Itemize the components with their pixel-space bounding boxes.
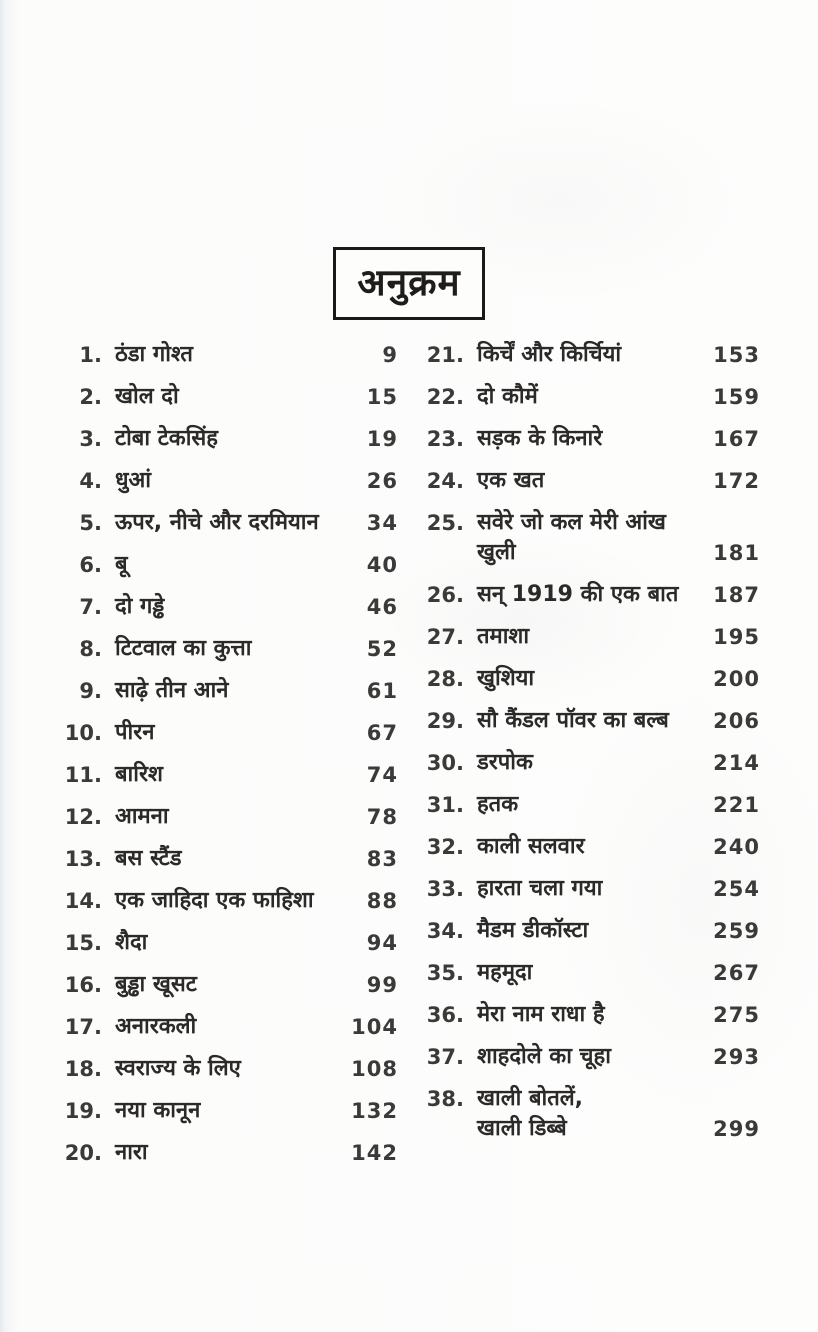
toc-entry-page: 74 [366, 763, 398, 787]
toc-entry-title [115, 1012, 345, 1042]
toc-entry-title [115, 1138, 345, 1168]
toc-entry [426, 382, 760, 412]
toc-entry-number: 23. [426, 427, 464, 451]
toc-entry [64, 550, 398, 580]
toc-entry [426, 340, 760, 370]
toc-entry [426, 580, 760, 610]
toc-entry-title [477, 958, 707, 988]
toc-entry [426, 622, 760, 652]
toc-entry-title-line1: हतक [477, 792, 519, 817]
toc-entry-page: 267 [713, 961, 760, 985]
toc-entry-title [115, 802, 346, 832]
toc-entry-number: 22. [426, 385, 464, 409]
toc-entry-number: 7. [79, 595, 102, 619]
toc-entry-title [115, 592, 346, 622]
toc-entry [426, 874, 760, 904]
toc-entry-title-line1: सौ कैंडल पॉवर का बल्ब [477, 708, 669, 733]
toc-entry [64, 1096, 398, 1126]
toc-entry-title-line1: महमूदा [477, 960, 533, 985]
toc-entry-number: 24. [426, 469, 464, 493]
toc-entry-title [115, 676, 346, 706]
toc-entry-title [477, 424, 707, 454]
toc-entry-title-line1: आमना [115, 804, 169, 829]
toc-entry-page: 187 [713, 583, 760, 607]
toc-entry [64, 886, 398, 916]
toc-entry-title-line1: काली सलवार [477, 834, 585, 859]
toc-entry-page: 172 [713, 469, 760, 493]
toc-entry-number: 3. [79, 427, 102, 451]
toc-entry-title-line1: दो कौमें [477, 384, 538, 409]
toc-title: अनुक्रम [357, 261, 461, 304]
toc-entry-number: 8. [79, 637, 102, 661]
toc-entry-page: 254 [713, 877, 760, 901]
toc-entry-title-line1: बू [115, 552, 128, 577]
toc-entry-page: 153 [713, 343, 760, 367]
toc-entry-page: 15 [366, 385, 398, 409]
toc-entry-page: 195 [713, 625, 760, 649]
toc-entry-page: 67 [366, 721, 398, 745]
toc-entry [64, 508, 398, 538]
toc-entry [64, 1138, 398, 1168]
toc-entry-page: 132 [351, 1099, 398, 1123]
toc-entry-title-line1: सड़क के किनारे [477, 426, 603, 451]
toc-entry-title-line1: बस स्टैंड [115, 846, 182, 871]
toc-entry-title-line1: डरपोक [477, 750, 533, 775]
toc-entry-title-line1: शैदा [115, 930, 148, 955]
toc-entry-page: 19 [366, 427, 398, 451]
toc-entry-title-line1: सन् 1919 की एक बात [477, 582, 679, 607]
toc-entry-page: 299 [713, 1117, 760, 1141]
toc-entry [426, 1000, 760, 1030]
toc-entry-title [115, 844, 346, 874]
toc-entry [426, 958, 760, 988]
toc-entry-title-line1: खुशिया [477, 666, 535, 691]
toc-entry [64, 928, 398, 958]
toc-entry-title-line1: तमाशा [477, 624, 530, 649]
toc-entry-title-line2: खुली [477, 540, 516, 565]
toc-entry-number: 33. [426, 877, 464, 901]
toc-column-left [64, 340, 398, 1180]
toc-entry-number: 35. [426, 961, 464, 985]
toc-entry-page: 221 [713, 793, 760, 817]
toc-entry-page: 275 [713, 1003, 760, 1027]
toc-entry-number: 38. [426, 1087, 464, 1111]
toc-entry-page: 167 [713, 427, 760, 451]
toc-entry-page: 99 [366, 973, 398, 997]
toc-entry-title-line1: हारता चला गया [477, 876, 603, 901]
toc-entry-title [115, 340, 346, 370]
toc-entry-number: 31. [426, 793, 464, 817]
toc-entry-title [477, 790, 707, 820]
toc-entry [426, 664, 760, 694]
toc-entry-title [477, 916, 707, 946]
toc-entry-title-line1: धुआं [115, 468, 152, 493]
toc-entry-title-line1: खाली बोतलें, [477, 1086, 584, 1111]
toc-entry [426, 748, 760, 778]
toc-entry [426, 1042, 760, 1072]
toc-entry-title [477, 1042, 707, 1072]
toc-entry-title-line2: खाली डिब्बे [477, 1116, 567, 1141]
toc-entry-title [115, 1096, 345, 1126]
toc-entry-number: 11. [64, 763, 102, 787]
toc-entry-number: 18. [64, 1057, 102, 1081]
toc-entry [64, 340, 398, 370]
toc-entry-number: 27. [426, 625, 464, 649]
toc-entry-title-line1: टोबा टेकसिंह [115, 426, 218, 451]
toc-entry-page: 52 [366, 637, 398, 661]
toc-entry-number: 32. [426, 835, 464, 859]
toc-entry-page: 40 [366, 553, 398, 577]
toc-entry-number: 16. [64, 973, 102, 997]
toc-entry-number: 14. [64, 889, 102, 913]
toc-entry-number: 9. [79, 679, 102, 703]
toc-entry-title [477, 832, 707, 862]
toc-entry-title [477, 508, 707, 568]
toc-entry-number: 17. [64, 1015, 102, 1039]
toc-entry [64, 592, 398, 622]
toc-entry [426, 832, 760, 862]
toc-entry-number: 19. [64, 1099, 102, 1123]
toc-entry-title [477, 874, 707, 904]
toc-entry-title-line1: साढ़े तीन आने [115, 678, 229, 703]
toc-entry-number: 26. [426, 583, 464, 607]
toc-entry-number: 29. [426, 709, 464, 733]
toc-entry-number: 6. [79, 553, 102, 577]
toc-entry-number: 25. [426, 511, 464, 535]
toc-entry-number: 12. [64, 805, 102, 829]
toc-entry-title [477, 664, 707, 694]
toc-entry [64, 760, 398, 790]
toc-entry [426, 1084, 760, 1144]
toc-entry [426, 466, 760, 496]
toc-entry-number: 4. [79, 469, 102, 493]
toc-entry-title [477, 382, 707, 412]
toc-entry-title-line1: खोल दो [115, 384, 179, 409]
toc-entry-title-line1: बारिश [115, 762, 163, 787]
toc-entry [64, 466, 398, 496]
toc-entry [64, 718, 398, 748]
toc-entry-title [115, 424, 346, 454]
toc-entry-page: 200 [713, 667, 760, 691]
toc-entry-title-line1: अनारकली [115, 1014, 197, 1039]
toc-entry-title [115, 928, 346, 958]
toc-entry-title [115, 550, 346, 580]
toc-entry-number: 1. [79, 343, 102, 367]
toc-entry-page: 61 [366, 679, 398, 703]
toc-entry-number: 20. [64, 1141, 102, 1165]
toc-entry-title-line1: ऊपर, नीचे और दरमियान [115, 510, 319, 535]
toc-entry [64, 382, 398, 412]
toc-entry-number: 34. [426, 919, 464, 943]
toc-entry [64, 1054, 398, 1084]
toc-entry-title-line1: पीरन [115, 720, 155, 745]
toc-entry [64, 634, 398, 664]
toc-entry-number: 30. [426, 751, 464, 775]
toc-entry-title-line1: बुड्ढा खूसट [115, 972, 197, 997]
toc-entry-page: 108 [351, 1057, 398, 1081]
toc-entry-page: 240 [713, 835, 760, 859]
toc-column-right [426, 340, 760, 1180]
toc-entry-page: 142 [351, 1141, 398, 1165]
toc-entry-page: 46 [366, 595, 398, 619]
toc-entry [64, 844, 398, 874]
toc-entry [64, 424, 398, 454]
toc-entry-title-line1: सवेरे जो कल मेरी आंख [477, 510, 666, 535]
toc-entry-title-line1: मैडम डीकॉस्टा [477, 918, 589, 943]
toc-entry-title-line1: शाहदोले का चूहा [477, 1044, 611, 1069]
toc-entry-title [477, 466, 707, 496]
toc-entry [426, 424, 760, 454]
toc-entry-title [477, 706, 707, 736]
toc-entry-number: 10. [64, 721, 102, 745]
toc-entry-title [115, 718, 346, 748]
toc-entry-number: 21. [426, 343, 464, 367]
toc-entry-title [477, 1084, 707, 1144]
toc-entry-page: 88 [366, 889, 398, 913]
toc-entry-number: 28. [426, 667, 464, 691]
toc-entry [426, 706, 760, 736]
toc-entry-title [115, 466, 346, 496]
toc-entry [64, 970, 398, 1000]
toc-entry-title-line1: नया कानून [115, 1098, 201, 1123]
toc-entry-title-line1: स्वराज्य के लिए [115, 1056, 241, 1081]
toc-entry-title [115, 760, 346, 790]
toc-entry-page: 26 [366, 469, 398, 493]
toc-entry-number: 13. [64, 847, 102, 871]
toc-entry-title-line1: एक खत [477, 468, 545, 493]
toc-entry-page: 78 [366, 805, 398, 829]
toc-entry-title-line1: दो गड्ढे [115, 594, 165, 619]
toc-entry-title [115, 886, 346, 916]
toc-entry-title [115, 508, 346, 538]
toc-entry-title-line1: एक जाहिदा एक फाहिशा [115, 888, 314, 913]
toc-entry-title [477, 622, 707, 652]
toc-entry-page: 104 [351, 1015, 398, 1039]
toc-entry-page: 259 [713, 919, 760, 943]
toc [0, 340, 818, 1180]
toc-entry-title [115, 1054, 345, 1084]
toc-entry-title-line1: मेरा नाम राधा है [477, 1002, 605, 1027]
toc-entry-title-line1: नारा [115, 1140, 148, 1165]
toc-entry-title [115, 382, 346, 412]
toc-entry-page: 181 [713, 541, 760, 565]
toc-entry [426, 916, 760, 946]
toc-entry-page: 293 [713, 1045, 760, 1069]
toc-entry [64, 676, 398, 706]
toc-entry-title [115, 970, 346, 1000]
toc-entry-title-line1: टिटवाल का कुत्ता [115, 636, 252, 661]
toc-entry-number: 2. [79, 385, 102, 409]
toc-entry [426, 508, 760, 568]
toc-entry-page: 34 [366, 511, 398, 535]
toc-entry-title-line1: ठंडा गोश्त [115, 342, 193, 367]
toc-entry-number: 36. [426, 1003, 464, 1027]
toc-entry [64, 802, 398, 832]
toc-entry-page: 83 [366, 847, 398, 871]
toc-entry-title [477, 748, 707, 778]
toc-entry-number: 15. [64, 931, 102, 955]
toc-title-box [333, 247, 485, 320]
toc-entry-page: 214 [713, 751, 760, 775]
toc-entry-title-line1: किर्चें और किर्चियां [477, 342, 622, 367]
toc-entry-page: 9 [382, 343, 398, 367]
toc-entry-page: 206 [713, 709, 760, 733]
toc-entry-title [477, 580, 707, 610]
toc-entry-title [477, 1000, 707, 1030]
toc-entry-number: 37. [426, 1045, 464, 1069]
toc-entry [64, 1012, 398, 1042]
toc-entry-title [477, 340, 707, 370]
toc-entry-title [115, 634, 346, 664]
toc-entry-number: 5. [79, 511, 102, 535]
toc-entry-page: 94 [366, 931, 398, 955]
toc-entry [426, 790, 760, 820]
toc-entry-page: 159 [713, 385, 760, 409]
